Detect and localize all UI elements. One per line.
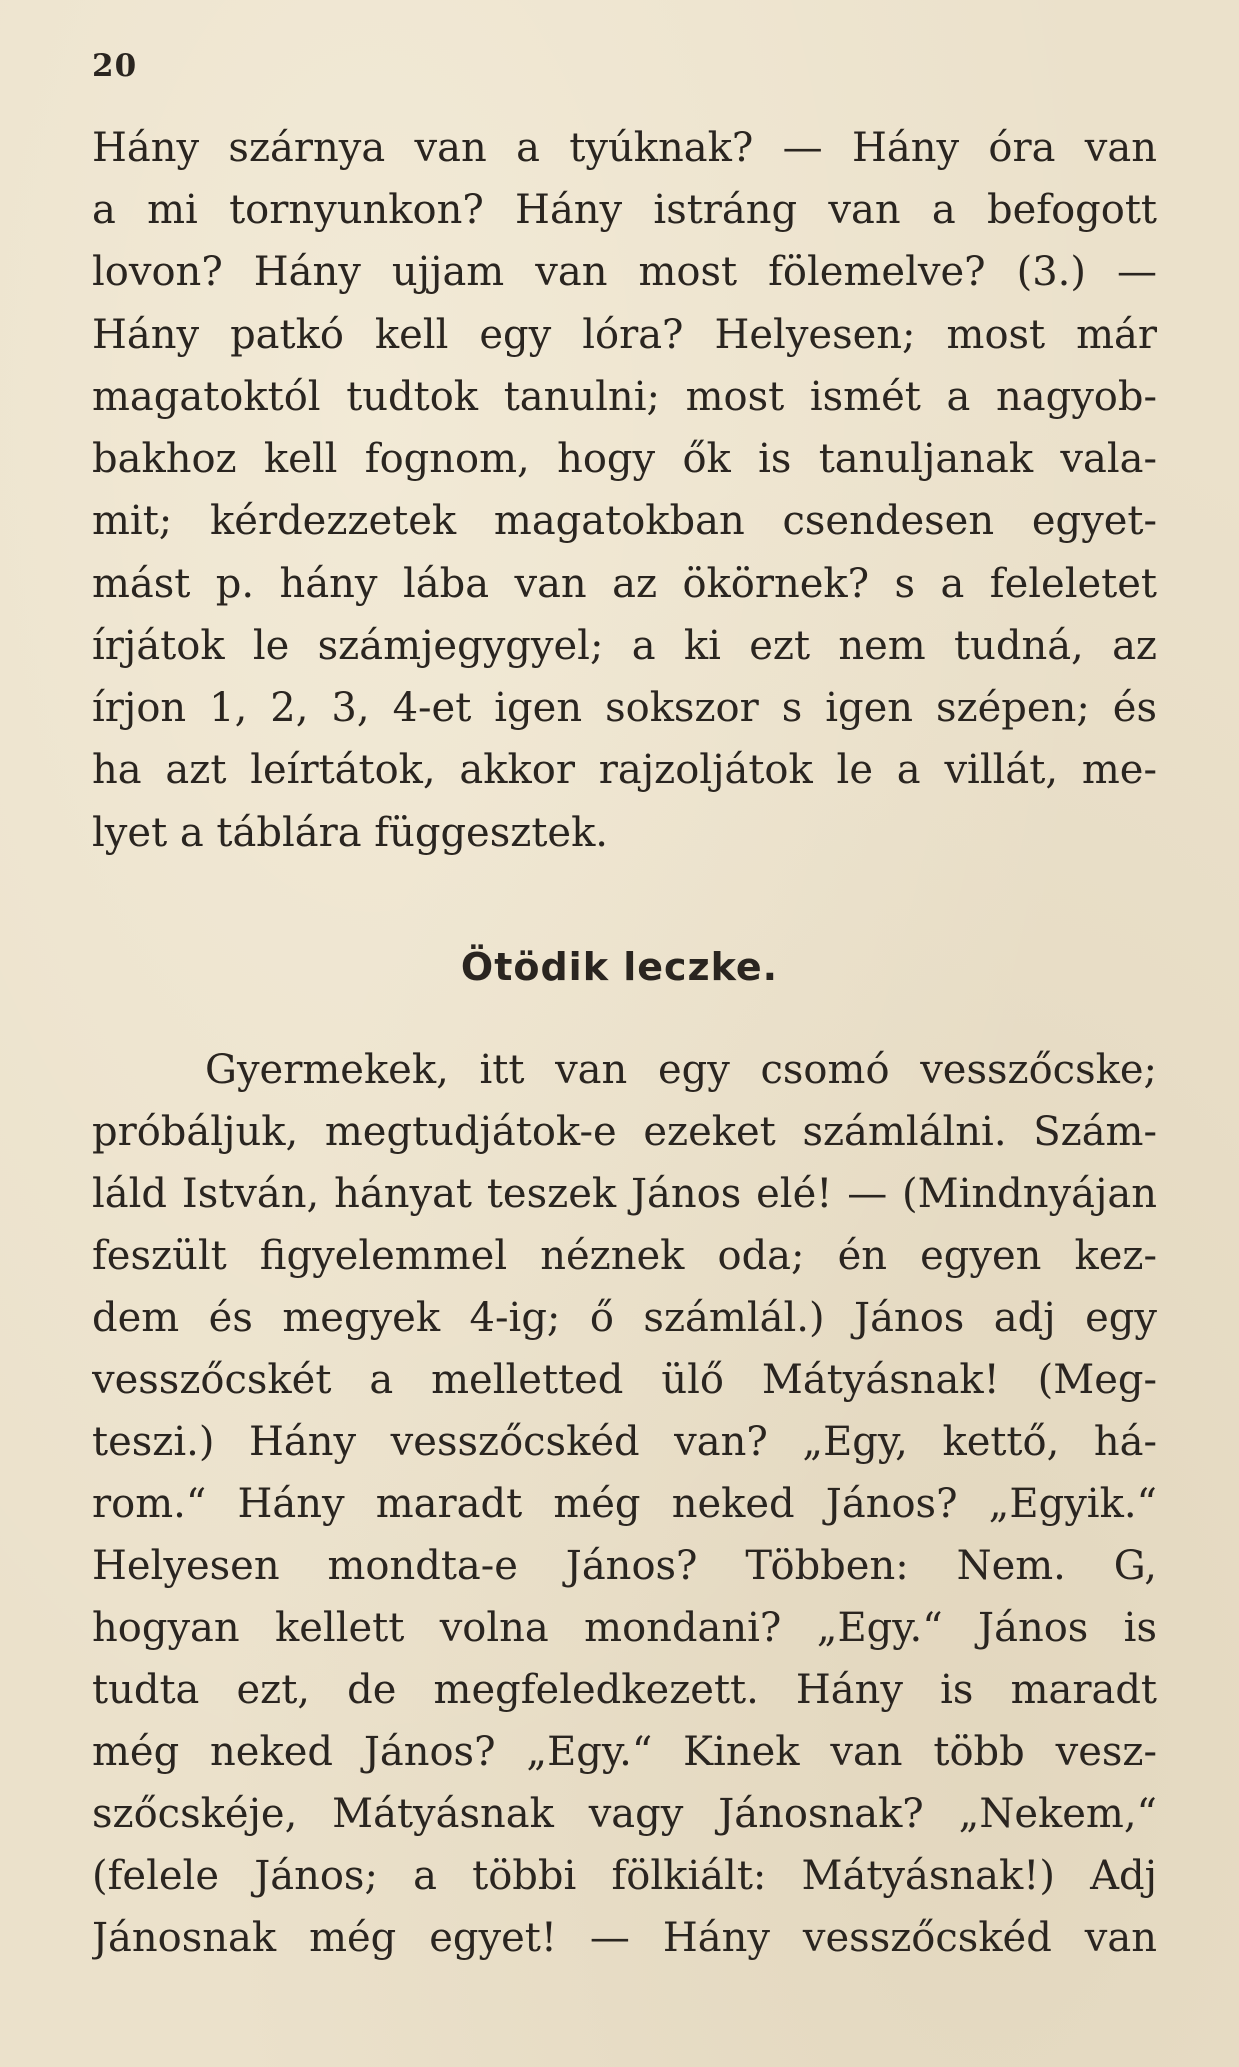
text-line: Hány patkó kell egy lóra? Helyesen; most már <box>92 312 1157 358</box>
text-line: magatoktól tudtok tanulni; most ismét a nagyob- <box>92 374 1157 420</box>
text-line: még neked János? „Egy.“ Kinek van több vesz- <box>92 1729 1157 1775</box>
text-line: mit; kérdezzetek magatokban csendesen egyet- <box>92 498 1157 544</box>
text-line: Jánosnak még egyet! — Hány vesszőcskéd van <box>92 1915 1157 1961</box>
text-line: Helyesen mondta-e János? Többen: Nem. G, <box>92 1543 1157 1589</box>
text-line: dem és megyek 4-ig; ő számlál.) János adj egy <box>92 1295 1157 1341</box>
text-line: szőcskéje, Mátyásnak vagy Jánosnak? „Nekem,“ <box>92 1791 1157 1837</box>
text-line: lovon? Hány ujjam van most fölemelve? (3.) — <box>92 249 1157 295</box>
text-line: próbáljuk, megtudjátok-e ezeket számlálni. Szám- <box>92 1109 1157 1155</box>
text-line: írjátok le számjegygyel; a ki ezt nem tudná, az <box>92 623 1157 669</box>
text-line: bakhoz kell fognom, hogy ők is tanuljanak vala- <box>92 436 1157 482</box>
text-line: láld István, hányat teszek János elé! — (Mindnyájan <box>92 1171 1157 1217</box>
text-line: Gyermekek, itt van egy csomó vesszőcske; <box>205 1047 1157 1093</box>
text-line: Hány szárnya van a tyúknak? — Hány óra van <box>92 125 1157 171</box>
text-line: vesszőcskét a melletted ülő Mátyásnak! (Meg- <box>92 1357 1157 1403</box>
text-line: ha azt leírtátok, akkor rajzoljátok le a villát, me- <box>92 747 1157 793</box>
text-line: írjon 1, 2, 3, 4-et igen sokszor s igen szépen; és <box>92 685 1157 731</box>
page-number: 20 <box>92 48 138 84</box>
text-line: a mi tornyunkon? Hány istráng van a befogott <box>92 187 1157 233</box>
text-line: (felele János; a többi fölkiált: Mátyásnak!) Adj <box>92 1853 1157 1899</box>
text-line: teszi.) Hány vesszőcskéd van? „Egy, kettő, há- <box>92 1419 1157 1465</box>
text-line: hogyan kellett volna mondani? „Egy.“ János is <box>92 1605 1157 1651</box>
text-line: feszült figyelemmel néznek oda; én egyen kez- <box>92 1233 1157 1279</box>
text-line: rom.“ Hány maradt még neked János? „Egyik.“ <box>92 1481 1157 1527</box>
text-line: lyet a táblára függesztek. <box>92 810 609 856</box>
text-line: tudta ezt, de megfeledkezett. Hány is maradt <box>92 1667 1157 1713</box>
section-heading: Ötödik leczke. <box>460 945 779 989</box>
text-line: mást p. hány lába van az ökörnek? s a feleletet <box>92 561 1157 607</box>
